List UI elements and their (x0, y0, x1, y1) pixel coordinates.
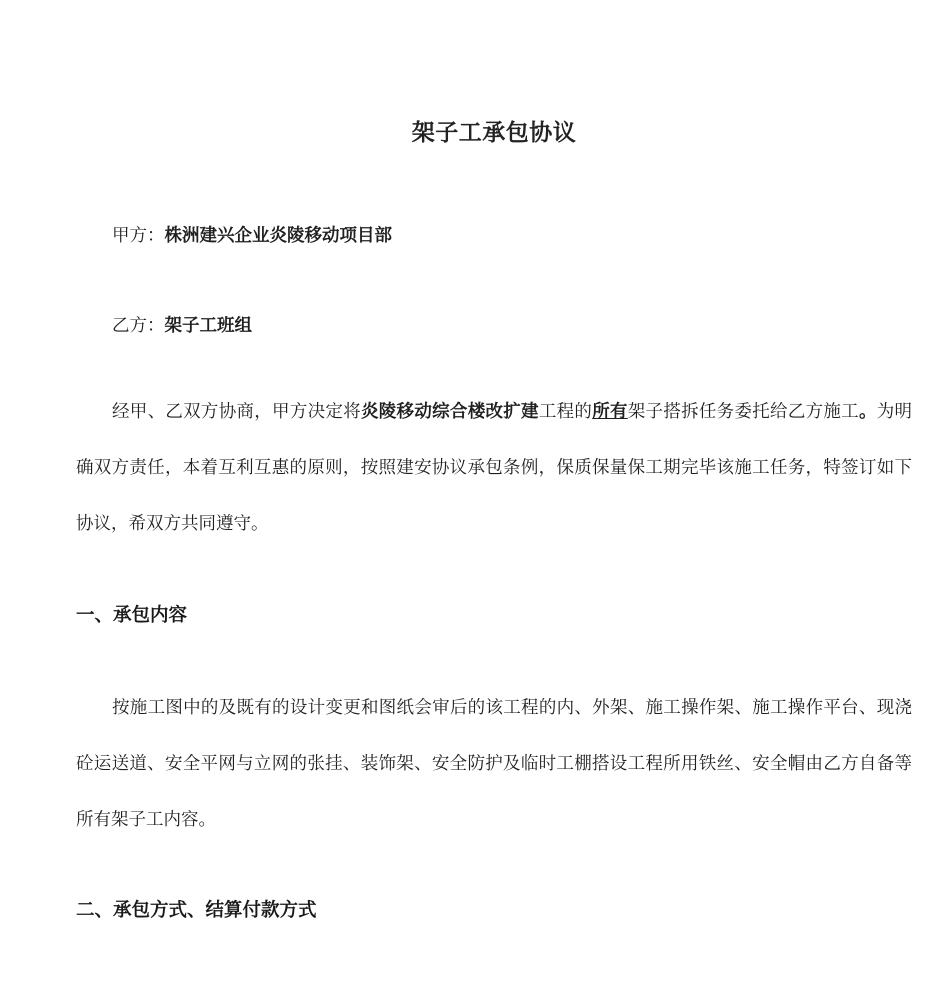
party-a-line (112, 222, 392, 247)
project-name: 炎陵移动综合楼改扩建 (360, 402, 539, 422)
intro-paragraph (76, 384, 912, 552)
party-b-name: 架子工班组 (164, 316, 252, 336)
intro-text-1: 经甲、乙双方协商，甲方决定将 (112, 402, 361, 422)
party-b-line (112, 312, 252, 337)
intro-text-4: 为明确双方责任，本着互利互惠的原则，按照建安协议承包条例，保质保量保工期完毕该施工任务，特签订如下协议，希双方共同遵守。 (76, 402, 913, 534)
document-title: 架子工承包协议 (411, 120, 577, 146)
intro-text-3: 架子搭拆任务委托给乙方施工 (627, 402, 859, 422)
section-heading-contract-content: 一、承包内容 (76, 605, 188, 626)
section-1-body: 按施工图中的及既有的设计变更和图纸会审后的该工程的内、外架、施工操作架、施工操作平台、现浇砼运送道、安全平网与立网的张挂、装饰架、安全防护及临时工棚搭设工程所用铁丝、安全帽由乙方自备等所有架子工内容。 (76, 698, 912, 830)
party-b-label: 乙方： (112, 316, 165, 336)
emphasis-all: 所有 (592, 402, 628, 422)
party-a-name: 株洲建兴企业炎陵移动项目部 (164, 226, 392, 246)
section-heading-payment: 二、承包方式、结算付款方式 (76, 900, 317, 921)
party-a-label: 甲方： (112, 226, 165, 246)
intro-text-2: 工程的 (538, 402, 593, 422)
intro-period: 。 (858, 402, 877, 422)
